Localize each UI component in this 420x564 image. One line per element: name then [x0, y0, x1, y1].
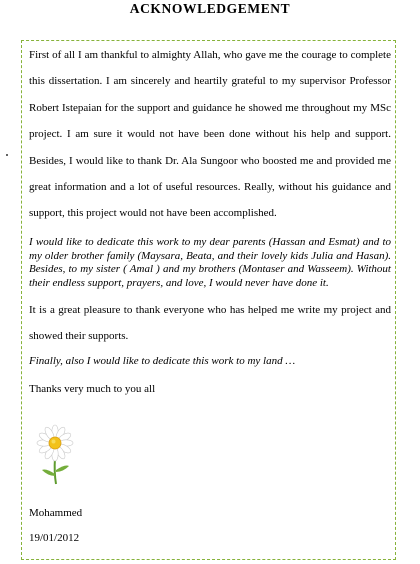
signature-name: Mohammed	[29, 507, 83, 519]
stray-dot	[6, 154, 8, 156]
daisy-flower-icon	[32, 424, 78, 486]
paragraph-thanks-supervisor: First of all I am thankful to almighty Allah, who gave me the courage to complete this dissertation. I am sincerely and heartily grateful to my supervisor Professor Robert Istepaian for the support and guidance he showed me throughout my MSc project. I am sure it would not have been done without his help and support. Besides, I would like to thank Dr. Ala Sungoor who boosted me and provided me great information and a lot of useful resources. Really, without his guidance and support, this project would not have been accomplished.	[29, 49, 391, 220]
paragraph-finally: Finally, also I would like to dedicate this work to my land …	[29, 354, 296, 367]
acknowledgement-body	[29, 42, 391, 397]
signature-date: 19/01/2012	[29, 532, 80, 544]
paragraph-closing-thanks: Thanks very much to you all	[29, 382, 156, 395]
paragraph-pleasure: It is a great pleasure to thank everyone who has helped me write my project and showed their supports.	[29, 304, 391, 343]
paragraph-dedication: I would like to dedicate this work to my dear parents (Hassan and Esmat) and to my older brother family (Maysara, Beata, and their lovely kids Julia and Hasan). Besides, to my sister ( Amal ) and my brothers (Montaser and Wasseem). Without their endless support, prayers, and love, I would never have done it.	[29, 235, 391, 290]
page-title: ACKNOWLEDGEMENT	[129, 1, 291, 16]
